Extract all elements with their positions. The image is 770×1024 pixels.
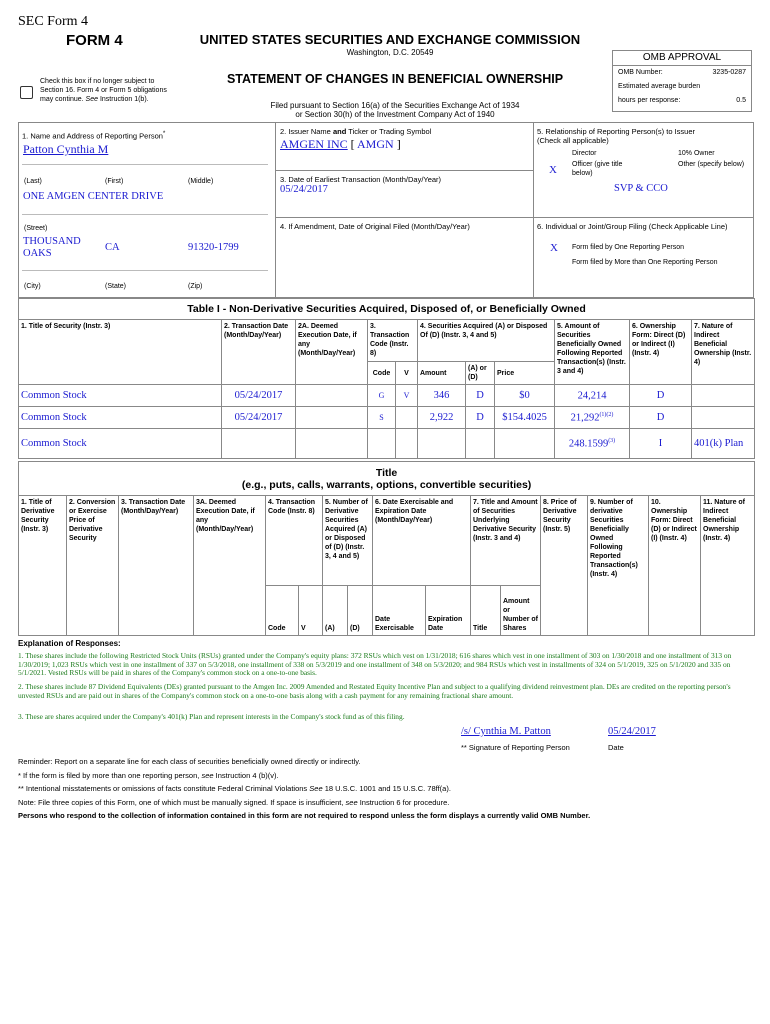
table-row [19,385,755,407]
table2 [18,461,755,636]
table2-a-header: (A) [323,586,348,636]
table2-container [18,461,754,636]
table2-title: Title (e.g., puts, calls, warrants, options, convertible securities) [19,462,755,496]
table2-h2: 2. Conversion or Exercise Price of Derivative Security [67,496,119,636]
table1-aord-header: (A) or (D) [466,362,495,385]
table1-container [18,298,754,459]
officer-checkmark: X [549,164,557,176]
deemed-date [296,385,368,407]
omb-approval-box [612,50,752,112]
table1 [18,298,755,459]
box5-label: 5. Relationship of Reporting Person(s) to Issuer (Check all applicable) [537,127,695,145]
reminder-text: Reminder: Report on a separate line for each class of securities beneficially owned directly or indirectly. [18,757,361,766]
statement-title: STATEMENT OF CHANGES IN BENEFICIAL OWNERSHIP [226,72,564,86]
transaction-v: V [396,385,418,407]
omb-number-label: OMB Number: [618,69,663,76]
transaction-v [396,429,418,459]
table2-h3a: 3A. Deemed Execution Date, if any (Month/Day/Year) [194,496,266,636]
table-row [19,407,755,429]
table2-h11: 11. Nature of Indirect Beneficial Ownership (Instr. 4) [701,496,755,636]
zip-label: (Zip) [188,283,203,290]
zip-value: 91320-1799 [188,242,239,253]
transaction-amount [418,429,466,459]
table1-v-header: V [396,362,418,385]
transaction-code: G [368,385,396,407]
deemed-date [296,407,368,429]
nature-of-ownership [692,385,755,407]
table2-h6: 6. Date Exercisable and Expiration Date (Month/Day/Year) [373,496,471,586]
table2-h8: 8. Price of Derivative Security (Instr. 5) [541,496,588,636]
reporting-person-name[interactable]: Patton Cynthia M [23,142,109,156]
table2-h1: 1. Title of Derivative Security (Instr. 3) [19,496,67,636]
security-title: Common Stock [19,429,222,459]
sec-form-label: SEC Form 4 [18,14,89,29]
acquired-disposed: D [466,385,495,407]
star-note: * If the form is filed by more than one reporting person, see Instruction 4 (b)(v). [18,770,279,780]
city-value: THOUSAND OAKS [23,236,81,259]
table2-date-exercisable-header: Date Exercisable [373,586,426,636]
amount-owned: $21,292^{(1)(2)}$ [555,407,630,429]
checkbox-instructions: Check this box if no longer subject to Section 16. Form 4 or Form 5 obligations may continue. See Instruction 1(b). [40,78,167,103]
table2-h9: 9. Number of derivative Securities Beneficially Owned Following Reported Transaction(s) (Instr. 4) [588,496,649,636]
transaction-code [368,429,396,459]
box6-label: 6. Individual or Joint/Group Filing (Check Applicable Line) [537,222,728,231]
footnote-3: 3. These are shares acquired under the Company's 401(k) Plan and represent interests in the Company's stock fund as of this filing. [18,712,405,721]
table1-h1: 1. Title of Security (Instr. 3) [19,320,222,385]
table1-amount-header: Amount [418,362,466,385]
other-option[interactable]: Other (specify below) [678,161,745,168]
nature-of-ownership: 401(k) Plan [692,429,755,459]
explanation-heading: Explanation of Responses: [18,639,121,648]
ownership-form: I [630,429,692,459]
transaction-amount: 2,922 [418,407,466,429]
transaction-v [396,407,418,429]
table1-h2a: 2A. Deemed Execution Date, if any (Month/Day/Year) [296,320,368,385]
omb-number-value: 3235-0287 [712,69,746,76]
box3-label: 3. Date of Earliest Transaction (Month/Day/Year) [280,175,442,184]
one-person-checkmark: X [550,242,558,254]
issuer-ticker: AMGN [357,137,394,151]
table2-d-header: (D) [348,586,373,636]
copies-note: Note: File three copies of this Form, one of which must be manually signed. If space is insufficient, see Instruction 6 for procedure. [18,797,450,807]
omb-burden-label: Estimated average burden [618,83,701,90]
issuer-line: AMGEN INC [ AMGN ] [280,137,401,151]
director-option[interactable]: Director [572,150,597,157]
acquired-disposed: D [466,407,495,429]
table2-expiration-header: Expiration Date [426,586,471,636]
table1-h5: 5. Amount of Securities Beneficially Owned Following Reported Transaction(s) (Instr. 3 and 4) [555,320,630,385]
omb-hours-value: 0.5 [736,97,746,104]
filed-pursuant: Filed pursuant to Section 16(a) of the Securities Exchange Act of 1934 or Section 30(h) of the Investment Company Act of 1940 [270,101,520,119]
transaction-date: 05/24/2017 [222,407,296,429]
earliest-transaction-date: 05/24/2017 [280,184,328,195]
agency-title: UNITED STATES SECURITIES AND EXCHANGE COMMISSION [199,32,581,47]
security-title: Common Stock [19,385,222,407]
footnote-1: 1. These shares include the following Restricted Stock Units (RSUs) granted under the Company's equity plans: 372 RSUs which vest on 1/31/2018; 616 shares which vest in one installment of 303 on 1/30/2018 and one installment of 313 on 1/30/2019; 1,023 RSUs which vest in one installment of 337 on 5/3/2018, one installment of 338 on 5/3/2019 and one installment of 348 on 5/3/2020; and 984 RSUs which vest in installments of 324 on 5/1/2019, 325 on 5/1/2020 and 335 on 5/1/2021. Vested RSUs will be paid in shares of the Company's common stock on a one-to-one basis. [18,651,732,678]
amount-owned: 248.1599$^{(3)}$ [555,429,630,459]
box2-label: 2. Issuer Name and Ticker or Trading Symbol [280,127,432,136]
signature-label: ** Signature of Reporting Person [461,743,570,752]
no-longer-subject-checkbox[interactable] [20,86,33,99]
state-value: CA [105,242,120,253]
ownership-form: D [630,407,692,429]
one-reporting-person-option[interactable]: Form filed by One Reporting Person [572,244,685,251]
form-title: FORM 4 [66,32,123,49]
transaction-code: S [368,407,396,429]
omb-title: OMB APPROVAL [613,51,751,66]
street-label: (Street) [24,225,48,232]
footnote-2: 2. These shares include 87 Dividend Equivalents (DEs) granted pursuant to the Amgen Inc. 2009 Amended and Restated Equity Incentive Plan and subject to a qualifying dividend reinvestment plan. DEs are credited on the reporting person's unvested RSUs and are paid out in shares of the Company's common stock on a one-to-one basis along with a cash payment for any remaining fractional share amount. [18,682,731,700]
reporting-address: ONE AMGEN CENTER DRIVE [23,191,164,202]
transaction-price [495,429,555,459]
table1-price-header: Price [495,362,555,385]
security-title: Common Stock [19,407,222,429]
box4-label: 4. If Amendment, Date of Original Filed (Month/Day/Year) [280,222,470,231]
officer-title: SVP & CCO [614,183,668,194]
signature-date-label: Date [608,743,624,752]
nature-of-ownership [692,407,755,429]
table2-h5: 5. Number of Derivative Securities Acquired (A) or Disposed of (D) (Instr. 3, 4 and 5) [323,496,373,586]
ownership-form: D [630,385,692,407]
omb-notice: Persons who respond to the collection of information contained in this form are not required to respond unless the form displays a currently valid OMB Number. [18,811,591,820]
signature-date: 05/24/2017 [608,726,656,737]
table1-h3: 3. Transaction Code (Instr. 8) [368,320,418,362]
officer-option[interactable]: Officer (give title below) [572,161,623,177]
table2-h10: 10. Ownership Form: Direct (D) or Indirect (I) (Instr. 4) [649,496,701,636]
table1-h4: 4. Securities Acquired (A) or Disposed Of (D) (Instr. 3, 4 and 5) [418,320,555,362]
table2-h7: 7. Title and Amount of Securities Underlying Derivative Security (Instr. 3 and 4) [471,496,541,586]
transaction-date: 05/24/2017 [222,385,296,407]
form-footer [18,755,754,823]
transaction-price: $154.4025 [495,407,555,429]
city-label: (City) [24,283,41,290]
table1-h7: 7. Nature of Indirect Beneficial Ownership (Instr. 4) [692,320,755,385]
table2-v-header: V [299,586,323,636]
signature-name: /s/ Cynthia M. Patton [461,726,551,737]
box1-label: 1. Name and Address of Reporting Person* [22,130,166,141]
double-star-note: ** Intentional misstatements or omissions of facts constitute Federal Criminal Violations See 18 U.S.C. 1001 and 15 U.S.C. 78ff(a). [18,784,451,793]
last-label: (Last) [24,178,42,185]
agency-city: Washington, D.C. 20549 [346,48,434,57]
amount-owned: 24,214 [555,385,630,407]
table2-amount-header: Amount or Number of Shares [501,586,541,636]
table2-title-header: Title [471,586,501,636]
table2-code-header: Code [266,586,299,636]
omb-hours-label: hours per response: [618,97,681,104]
state-label: (State) [105,283,127,290]
table1-title: Table I - Non-Derivative Securities Acquired, Disposed of, or Beneficially Owned [19,299,755,320]
table1-h6: 6. Ownership Form: Direct (D) or Indirect (I) (Instr. 4) [630,320,692,385]
transaction-price: $0 [495,385,555,407]
deemed-date [296,429,368,459]
table-row [19,429,755,459]
transaction-date [222,429,296,459]
acquired-disposed [466,429,495,459]
table2-h4: 4. Transaction Code (Instr. 8) [266,496,323,586]
ten-percent-owner-option[interactable]: 10% Owner [678,150,715,157]
multiple-reporting-persons-option[interactable]: Form filed by More than One Reporting Person [572,259,718,266]
table2-h3: 3. Transaction Date (Month/Day/Year) [119,496,194,636]
first-label: (First) [105,178,124,185]
table1-code-header: Code [368,362,396,385]
transaction-amount: 346 [418,385,466,407]
table1-h2: 2. Transaction Date (Month/Day/Year) [222,320,296,385]
issuer-name[interactable]: AMGEN INC [280,137,348,151]
middle-label: (Middle) [188,178,214,185]
